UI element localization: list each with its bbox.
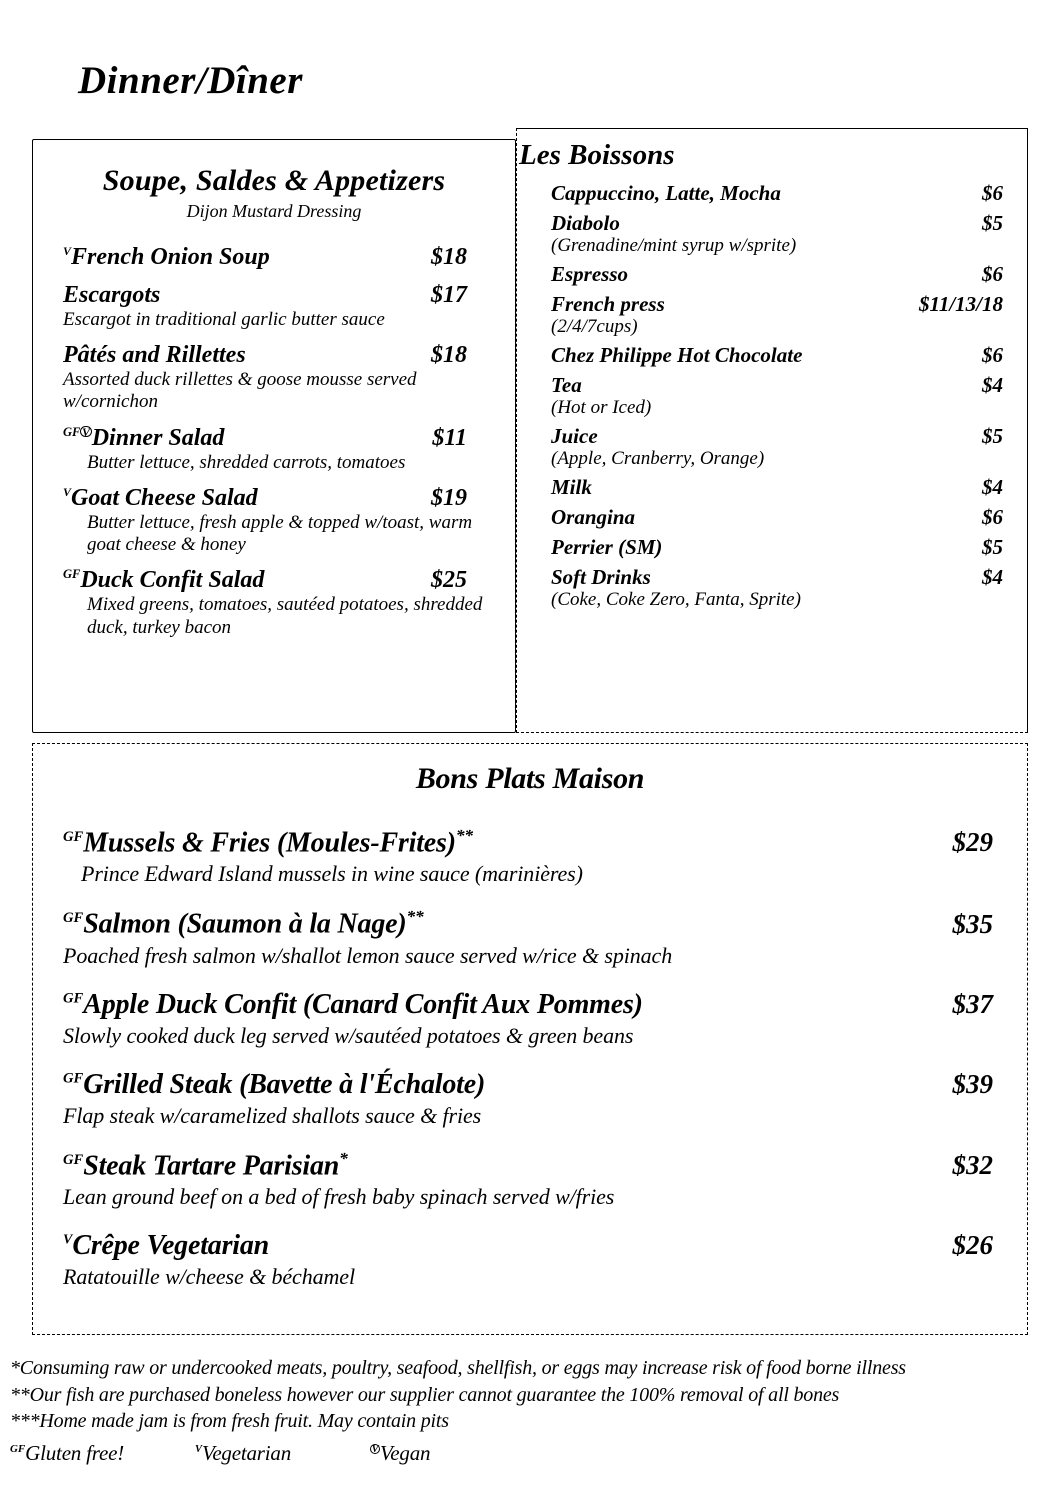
gluten-free-marker-icon: GF bbox=[63, 910, 84, 927]
mains-heading: Bons Plats Maison bbox=[415, 762, 645, 795]
appetizers-section bbox=[32, 139, 516, 733]
menu-item-price: $18 bbox=[431, 342, 467, 369]
drink-name: Espresso bbox=[551, 262, 629, 286]
menu-item bbox=[63, 826, 1003, 887]
drink-price: $6 bbox=[982, 181, 1003, 205]
gluten-free-marker-icon: GF bbox=[63, 1151, 84, 1168]
drinks-heading: Les Boissons bbox=[519, 139, 675, 171]
vegetarian-marker-icon: V bbox=[63, 484, 72, 499]
disclaimer-line-3: ***Home made jam is from fresh fruit. May contain pits bbox=[10, 1410, 449, 1433]
menu-item-name: $^{GF}$Apple Duck Confit (Canard Confit Aux Pommes) bbox=[63, 988, 643, 1020]
drink-price: $11/13/18 bbox=[918, 292, 1003, 316]
menu-item bbox=[63, 485, 497, 556]
vegan-marker-icon: V bbox=[82, 424, 91, 439]
footnote-marker: * bbox=[339, 1148, 348, 1168]
footer-disclaimers bbox=[10, 1355, 1020, 1466]
gluten-free-marker-icon: GF bbox=[63, 990, 84, 1007]
menu-item-price: $19 bbox=[431, 484, 467, 511]
menu-item-description: Assorted duck rillettes & goose mousse served w/cornichon bbox=[63, 369, 417, 413]
drink-name: French press bbox=[551, 292, 665, 316]
disclaimer-line-2: **Our fish are purchased boneless however our supplier cannot guarantee the 100% removal of all bones bbox=[10, 1383, 840, 1406]
vegetarian-marker-icon: V bbox=[195, 1443, 203, 1455]
appetizers-subheading: Dijon Mustard Dressing bbox=[186, 201, 362, 221]
menu-item bbox=[63, 907, 1003, 968]
vegetarian-marker-icon: V bbox=[63, 244, 72, 258]
drink-price: $4 bbox=[982, 373, 1003, 397]
drink-note: (2/4/7cups) bbox=[551, 316, 638, 337]
menu-item-price: $26 bbox=[952, 1229, 993, 1260]
appetizers-heading: Soupe, Saldes & Appetizers bbox=[102, 164, 446, 197]
drink-price: $5 bbox=[982, 424, 1003, 448]
drink-price: $5 bbox=[982, 535, 1003, 559]
menu-item-description: Butter lettuce, fresh apple & topped w/toast, warm goat cheese & honey bbox=[87, 511, 473, 556]
menu-item bbox=[63, 989, 1003, 1049]
mains-section bbox=[32, 743, 1028, 1335]
gluten-free-marker-icon: GF bbox=[63, 424, 81, 439]
menu-item-description: Mixed greens, tomatoes, sautéed potatoes, shredded duck, turkey bacon bbox=[87, 594, 483, 638]
drink-item bbox=[551, 424, 1003, 470]
gluten-free-marker-icon: GF bbox=[63, 567, 81, 582]
drink-item bbox=[551, 565, 1003, 611]
menu-item-price: $25 bbox=[431, 567, 467, 594]
menu-item-name: $^V$Crêpe Vegetarian bbox=[63, 1229, 270, 1261]
menu-item-name: $^{GF}$Duck Confit Salad bbox=[63, 567, 265, 594]
menu-item-price: $17 bbox=[431, 282, 467, 308]
gluten-free-marker-icon: GF bbox=[63, 829, 84, 845]
menu-item bbox=[63, 282, 497, 331]
menu-item-name: $^{GF}$Grilled Steak (Bavette à l'Échalote) bbox=[63, 1068, 486, 1100]
drink-price: $4 bbox=[982, 565, 1003, 589]
gluten-free-marker-icon: GF bbox=[63, 1070, 84, 1087]
menu-item bbox=[63, 244, 497, 271]
drink-price: $5 bbox=[982, 211, 1003, 235]
drink-price: $6 bbox=[982, 262, 1003, 286]
drinks-list bbox=[551, 181, 1003, 616]
menu-item bbox=[63, 1230, 1003, 1290]
menu-item-description: Escargot in traditional garlic butter sauce bbox=[63, 309, 385, 330]
legend-vegetarian: $^V$Vegetarian bbox=[195, 1440, 291, 1465]
mains-list bbox=[33, 826, 1027, 1290]
footnote-marker: ** bbox=[406, 907, 424, 927]
drink-item bbox=[551, 211, 1003, 257]
menu-item-description: Prince Edward Island mussels in wine sauce (marinières) bbox=[81, 861, 583, 887]
menu-item-description: Slowly cooked duck leg served w/sautéed potatoes & green beans bbox=[63, 1022, 634, 1048]
menu-item bbox=[63, 1149, 1003, 1210]
vegetarian-marker-icon: V bbox=[63, 1232, 73, 1248]
drink-item bbox=[551, 292, 1003, 338]
menu-item-description: Poached fresh salmon w/shallot lemon sauce served w/rice & spinach bbox=[63, 942, 673, 968]
menu-item bbox=[63, 1069, 1003, 1129]
drink-note: (Coke, Coke Zero, Fanta, Sprite) bbox=[551, 589, 801, 610]
drinks-section bbox=[516, 128, 1028, 733]
menu-item-description: Ratatouille w/cheese & béchamel bbox=[63, 1263, 355, 1289]
drink-name: Chez Philippe Hot Chocolate bbox=[551, 343, 803, 367]
legend bbox=[10, 1441, 1020, 1466]
drink-name: Juice bbox=[551, 424, 598, 448]
drink-item bbox=[551, 535, 1003, 560]
drink-item bbox=[551, 181, 1003, 206]
drink-price: $6 bbox=[982, 343, 1003, 367]
menu-item-name: Pâtés and Rillettes bbox=[63, 342, 246, 369]
menu-item-price: $32 bbox=[952, 1149, 993, 1180]
drink-item bbox=[551, 262, 1003, 287]
menu-item-description: Butter lettuce, shredded carrots, tomatoes bbox=[87, 451, 406, 473]
drink-name: Milk bbox=[551, 475, 592, 499]
menu-item-price: $29 bbox=[952, 827, 993, 858]
menu-item-price: $37 bbox=[952, 988, 993, 1019]
menu-item-name: $^{GF}$Salmon (Saumon à la Nage)** bbox=[63, 907, 424, 940]
drink-name: Cappuccino, Latte, Mocha bbox=[551, 181, 781, 205]
menu-item-description: Lean ground beef on a bed of fresh baby spinach served w/fries bbox=[63, 1183, 615, 1209]
drink-item bbox=[551, 505, 1003, 530]
menu-item bbox=[63, 342, 497, 413]
drink-note: (Apple, Cranberry, Orange) bbox=[551, 448, 765, 469]
menu-item-name: $^{GF}$Mussels & Fries (Moules-Frites)** bbox=[63, 826, 473, 859]
appetizers-list bbox=[33, 244, 515, 639]
drink-name: Diabolo bbox=[551, 211, 620, 235]
gluten-free-marker-icon: GF bbox=[10, 1442, 26, 1455]
drink-name: Perrier (SM) bbox=[551, 535, 663, 559]
drink-name: Tea bbox=[551, 373, 582, 397]
menu-item-name: $^{GF}$ VDinner Salad bbox=[63, 424, 225, 451]
menu-item-name: $^{GF}$Steak Tartare Parisian* bbox=[63, 1148, 348, 1181]
drink-price: $4 bbox=[982, 475, 1003, 499]
drink-name: Soft Drinks bbox=[551, 565, 651, 589]
menu-item-description: Flap steak w/caramelized shallots sauce & fries bbox=[63, 1102, 482, 1128]
legend-gluten-free: $^{GF}$Gluten free! bbox=[10, 1440, 125, 1465]
vegan-marker-icon: V bbox=[371, 1443, 379, 1455]
menu-item-price: $11 bbox=[432, 424, 467, 451]
menu-item bbox=[63, 425, 497, 474]
footnote-marker: ** bbox=[455, 826, 473, 845]
drink-price: $6 bbox=[982, 505, 1003, 529]
menu-item-price: $18 bbox=[431, 244, 467, 270]
menu-item bbox=[63, 567, 497, 638]
disclaimer-line-1: *Consuming raw or undercooked meats, poultry, seafood, shellfish, or eggs may increase risk of food borne illness bbox=[10, 1357, 906, 1379]
menu-item-name: $^V$Goat Cheese Salad bbox=[63, 484, 258, 511]
menu-item-name: Escargots bbox=[63, 282, 161, 308]
drink-item bbox=[551, 343, 1003, 368]
drink-item bbox=[551, 373, 1003, 419]
menu-item-name: $^V$French Onion Soup bbox=[63, 244, 270, 270]
drink-note: (Grenadine/mint syrup w/sprite) bbox=[551, 235, 797, 256]
menu-item-price: $35 bbox=[952, 908, 993, 939]
drink-name: Orangina bbox=[551, 505, 636, 529]
drink-note: (Hot or Iced) bbox=[551, 397, 652, 418]
drink-item bbox=[551, 475, 1003, 500]
page-title: Dinner/Dîner bbox=[78, 59, 303, 102]
legend-vegan: VVegan bbox=[371, 1440, 431, 1465]
menu-item-price: $39 bbox=[952, 1068, 993, 1099]
